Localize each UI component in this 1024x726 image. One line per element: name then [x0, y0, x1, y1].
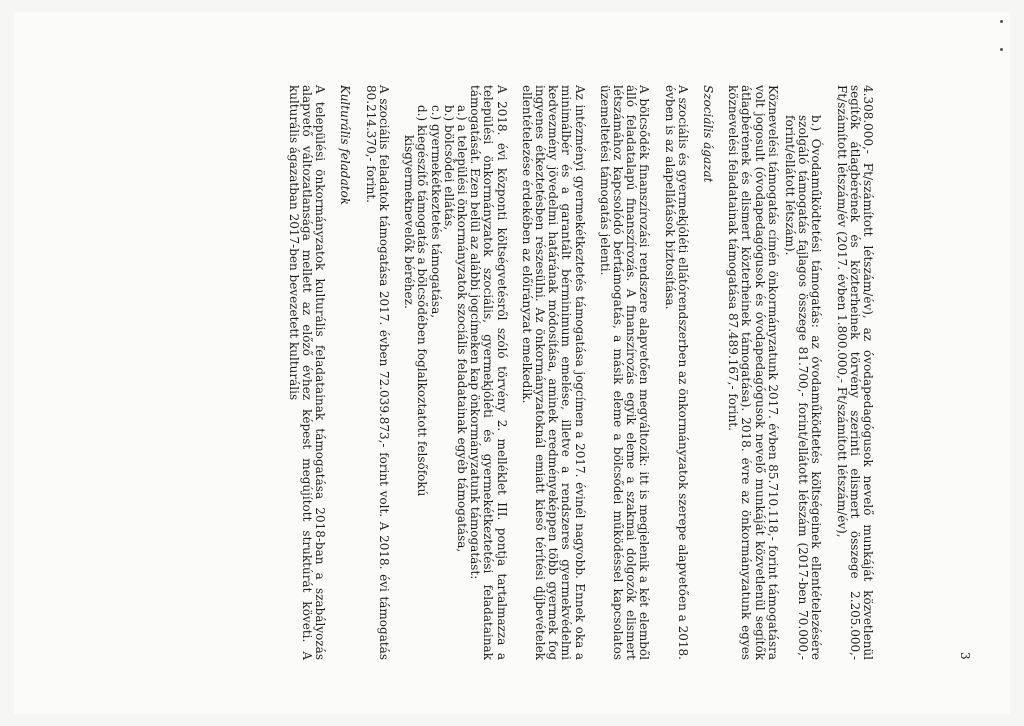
- page-number: 3: [958, 652, 972, 660]
- section-heading-social: Szociális ágazat: [700, 85, 715, 183]
- list-item: kisgyermeknevelők béréhez.: [402, 135, 417, 309]
- section-heading-cultural: Kulturális feladatok: [338, 85, 353, 206]
- paragraph-cultural-support: A települési önkormányzatok kulturális feladatainak támogatása 2018-ban a szabályozás alapvető változatlansága mellett az előző évhez képest megújított struktúrát követi. A kulturális ágazatban 2017-ben bevezetett kulturális: [286, 85, 328, 660]
- list-item: d.) kiegészítő támogatás a bölcsődében foglalkoztatott felsőfokú: [415, 105, 430, 497]
- paragraph-public-education-support: Köznevelési támogatás címén önkormányzatunk 2017. évben 85.710.118,- forint támogatásra volt jogosult (óvodapedagógusok és óvodapedagógusok nevelő munkáját közvetlenül segítők átlagbérének és elismert közterheinek támogatása). 2018. évre az önkormányzatunk egyes köznevelési feladatainak támogatása 87.489.167,- forint.: [726, 85, 780, 660]
- paragraph-salary-support: 4.308.000,- Ft/számított létszám/év), az óvodapedagógusok nevelő munkáját közvetlenül segítők átlagbérének és közterheinek törvény szerinti elismert összege 2.205.000,- Ft/számított létszám/év (2017. évben 1.800.000,- Ft/számított létszám/év),: [834, 85, 875, 660]
- paragraph-social-totals: A szociális feladatok támogatása 2017. évben 72.039.873,- forint volt. A 2018. évi támogatás 80.214.370,- forint.: [363, 85, 391, 660]
- paragraph-nursery-financing: A bölcsődék finanszírozási rendszere alapvetően megváltozik: itt is megjelenik a két elemből álló feladatalapú finanszírozás. A finanszírozás egyik eleme a szakmai dolgozók elismert létszámához kapcsolódó bértámogatás, a másik eleme a bölcsődei működéssel kapcsolatos üzemeltetési támogatás jelenti.: [597, 85, 652, 660]
- paragraph-budget-law: A 2018. évi központi költségvetésről szóló törvény 2. melléklet III. pontja tartalmazza a települési önkormányzatok szociális, gyermekjóléti és gyermekétkeztetési feladatainak támogatását. Ezen belül az alábbi jogcímeken kap önkormányzatunk támogatást:: [468, 85, 509, 660]
- list-item: b.) bölcsődei ellátás,: [441, 105, 456, 231]
- document-body: [275, 85, 874, 660]
- paragraph-child-meals: Az intézményi gyermekétkeztetés támogatása jogcímen a 2017. évinél nagyobb. Ennek oka a minimálbér és a garantált bérminimum emelése, illetve a rendszeres gyermekvédelmi kedvezmény jövedelmi határának módosítása, aminek eredményeképpen több gyermek fog ingyenes étkeztetésben részesülni. Az önkormányzatoknál emiatt kieső térítési díjbevételek ellentételezése érdekében az előirányzat emelkedik.: [519, 85, 587, 660]
- paragraph-kindergarten-operation: b.) Óvodaműködtetési támogatás: az óvodaműködtetés költségeinek ellentételezésére szolgáló támogatás fajlagos összege 81.700,- forint/ellátott létszám (2017-ben 70.000,- forint/ellátott létszám).: [782, 115, 824, 660]
- list-item: c.) gyermekétkeztetés támogatása,: [428, 105, 443, 319]
- paragraph-social-system: A szociális és gyermekjóléti ellátórendszerben az önkormányzatok szerepe alapvetően a 2018. évben is az alapellátások biztosítása.: [662, 85, 690, 660]
- list-item: a.) a települési önkormányzatok szociális feladatainak egyéb támogatása,: [454, 105, 469, 553]
- support-list: [402, 85, 468, 660]
